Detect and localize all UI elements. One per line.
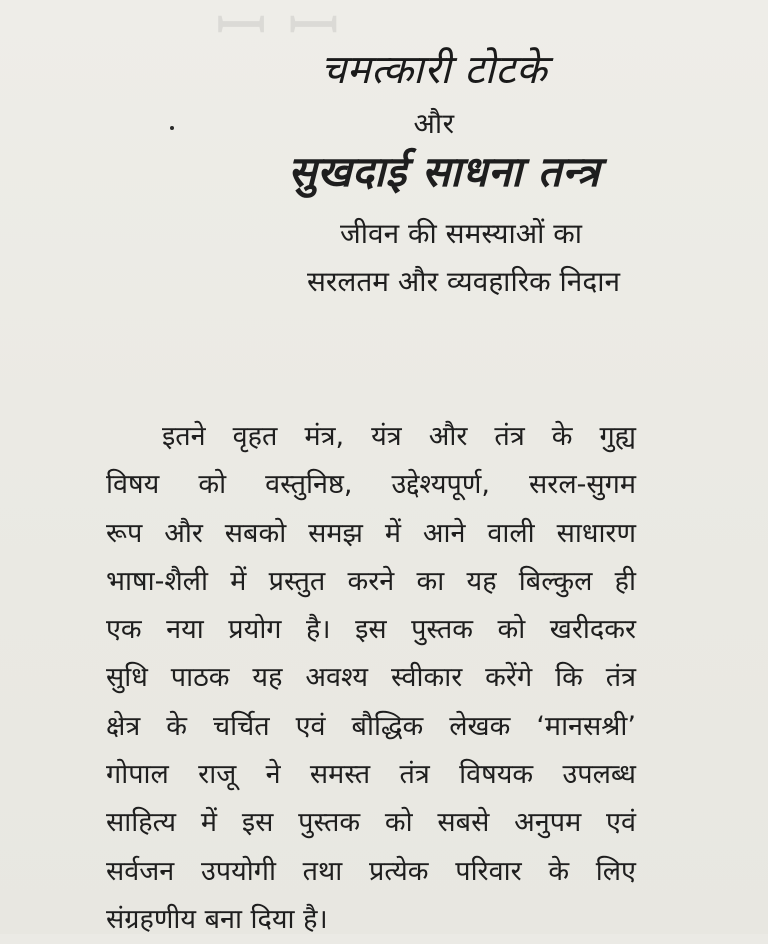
title-line-3: सुखदाई साधना तन्त्र	[288, 147, 600, 196]
title-line-1: चमत्कारी टोटके	[320, 47, 548, 93]
description-paragraph	[106, 413, 636, 944]
paragraph-line: इतने वृहत मंत्र, यंत्र और तंत्र के गुह्य	[162, 421, 636, 452]
title-line-2: और	[413, 107, 455, 140]
paragraph-line: संग्रहणीय बना दिया है।	[106, 903, 328, 935]
paragraph-line: क्षेत्र के चर्चित एवं बौद्धिक लेखक ‘मानसश्री’	[106, 710, 636, 742]
bleed-through-text: ꟷ ꟷ	[215, 0, 340, 64]
paragraph-line: विषय को वस्तुनिष्ठ, उद्देश्यपूर्ण, सरल-सुगम	[106, 469, 636, 501]
paragraph-line: साहित्य में इस पुस्तक को सबसे अनुपम एवं	[106, 807, 636, 839]
subtitle-line-1: जीवन की समस्याओं का	[339, 217, 582, 250]
paragraph-line: गोपाल राजू ने समस्त तंत्र विषयक उपलब्ध	[106, 759, 636, 791]
paragraph-line: सर्वजन उपयोगी तथा प्रत्येक परिवार के लिए	[106, 855, 636, 887]
subtitle-line-2: सरलतम और व्यवहारिक निदान	[306, 265, 620, 298]
paragraph-line: रूप और सबको समझ में आने वाली साधारण	[106, 517, 636, 549]
paragraph-line: सुधि पाठक यह अवश्य स्वीकार करेंगे कि तंत्र	[106, 662, 636, 694]
paragraph-line: भाषा-शैली में प्रस्तुत करने का यह बिल्कुल ही	[106, 565, 636, 597]
paragraph-line: एक नया प्रयोग है। इस पुस्तक को खरीदकर	[106, 614, 636, 646]
